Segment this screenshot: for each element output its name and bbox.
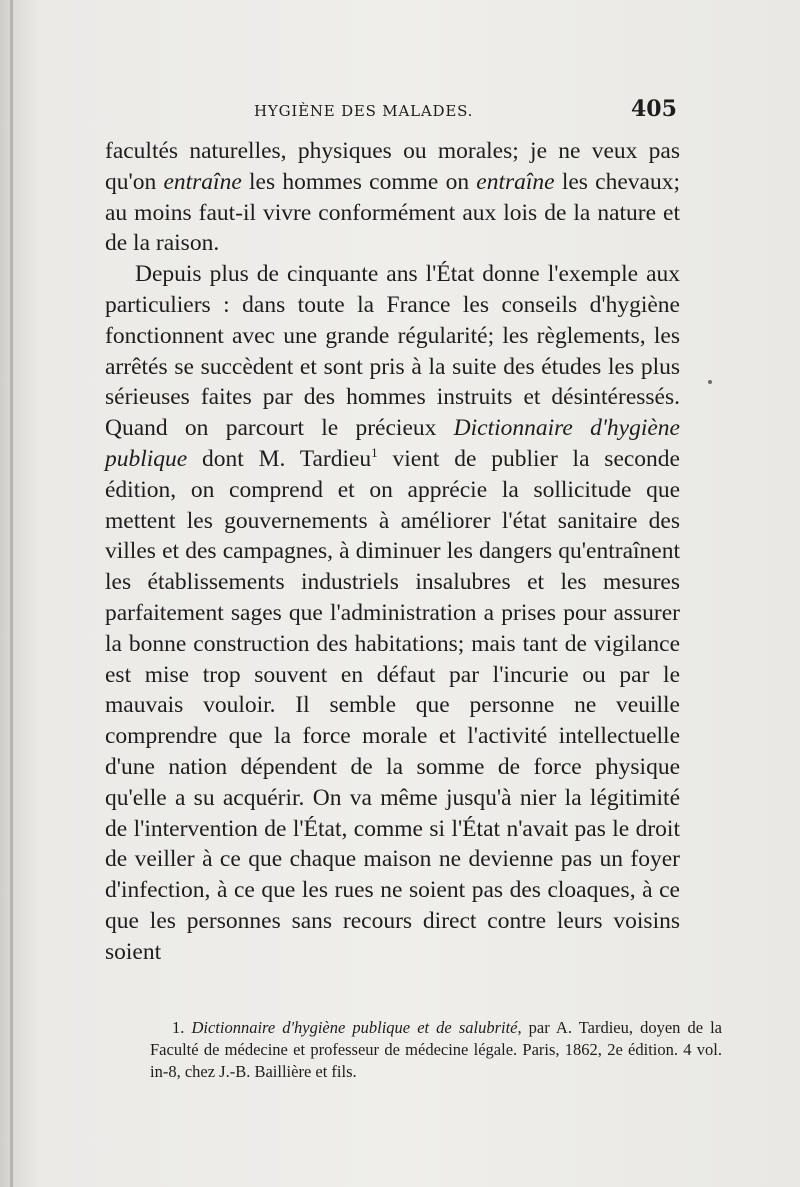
- paper-speck: [708, 380, 712, 384]
- paragraph-2-text-b: dont M. Tardieu: [187, 445, 372, 472]
- page-gutter-shadow: [10, 0, 13, 1187]
- page-number: 405: [631, 96, 677, 122]
- paragraph-2: [105, 259, 680, 967]
- footnote-text: , par A. Tardieu, doyen de la Faculté de médecine et professeur de médecine légale. Paris, 1862, 2e édition. 4 vol. in-8, chez J.-B. Baillière et fils.: [150, 1018, 723, 1081]
- running-head: HYGIÈNE DES MALADES.: [254, 102, 474, 120]
- paragraph-1-text-a: facultés naturelles, physiques ou morales; je ne veux pas qu'on: [105, 138, 680, 195]
- footnote-reference: 1: [371, 445, 378, 461]
- paragraph-2-text-a: Depuis plus de cinquante ans l'État donne l'exemple aux particuliers : dans toute la France les conseils d'hygiène fonctionnent avec une grande régularité; les règlements, les arrêtés se succèdent et sont pris à la suite des études les plus sérieuses faites par des hommes instruits et désintéressés. Quand on parcourt le précieux: [105, 261, 680, 442]
- page-header: [0, 96, 800, 126]
- emphasis-entraine-2: entraîne: [476, 168, 555, 195]
- footnote-title: Dictionnaire d'hygiène publique et de salubrité: [191, 1018, 518, 1037]
- footnote: [150, 1017, 722, 1083]
- paragraph-1-text-b: les hommes comme on: [241, 168, 477, 195]
- paragraph-1-text-c: les chevaux; au moins faut-il vivre conformément aux lois de la nature et de la raison.: [105, 168, 680, 257]
- book-title-dictionnaire: Dictionnaire d'hygiène publique: [105, 415, 680, 472]
- paragraph-2-text-c: vient de publier la seconde édition, on comprend et on apprécie la sollicitude que mettent les gouvernements à améliorer l'état sanitaire des villes et des campagnes, à diminuer les dangers qu'entraînent les établissements industriels insalubres et les mesures parfaitement sages que l'administration a prises pour assurer la bonne construction des habitations; mais tant de vigilance est mise trop souvent en défaut par l'incurie ou par le mauvais vouloir. Il semble que personne ne veuille comprendre que la force morale et l'activité intellectuelle d'une nation dépendent de la somme de force physique qu'elle a su acquérir. On va même jusqu'à nier la légitimité de l'intervention de l'État, comme si l'État n'avait pas le droit de veiller à ce que chaque maison ne devienne pas un foyer d'infection, à ce que les rues ne soient pas des cloaques, à ce que les personnes sans recours direct contre leurs voisins soient: [105, 445, 680, 965]
- emphasis-entraine-1: entraîne: [163, 168, 242, 195]
- footnote-number: 1.: [172, 1018, 185, 1037]
- paragraph-1: [105, 136, 680, 259]
- body-text: [105, 136, 680, 968]
